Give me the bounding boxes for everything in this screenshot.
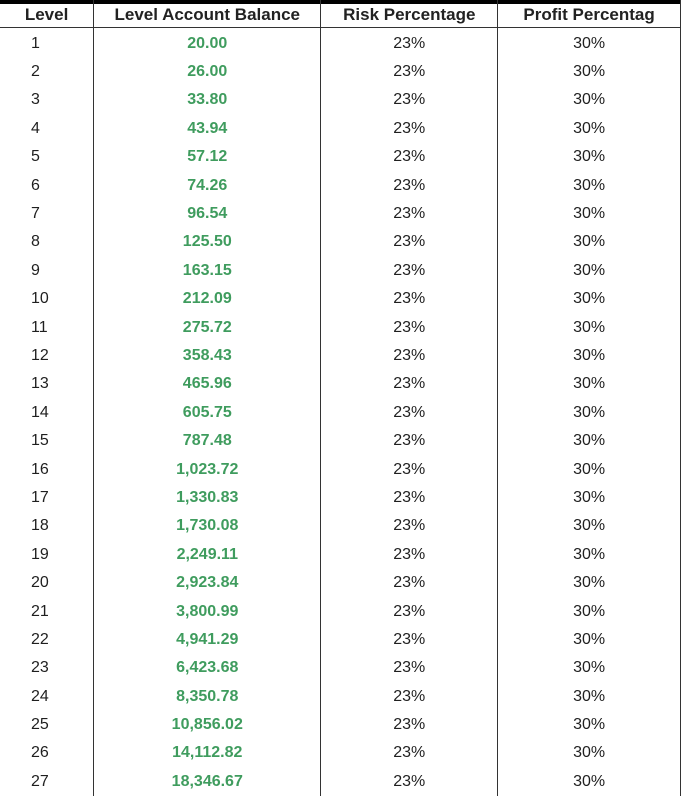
table-row bbox=[0, 626, 681, 654]
profit-cell[interactable]: 30% bbox=[498, 654, 681, 682]
table-row bbox=[0, 257, 681, 285]
profit-cell[interactable]: 30% bbox=[498, 285, 681, 313]
risk-cell[interactable]: 23% bbox=[321, 512, 498, 540]
risk-cell[interactable]: 23% bbox=[321, 399, 498, 427]
balance-cell[interactable]: 74.26 bbox=[94, 171, 321, 199]
profit-cell[interactable]: 30% bbox=[498, 512, 681, 540]
profit-cell[interactable]: 30% bbox=[498, 313, 681, 341]
balance-cell[interactable]: 26.00 bbox=[94, 58, 321, 86]
risk-cell[interactable]: 23% bbox=[321, 427, 498, 455]
balance-cell[interactable]: 1,330.83 bbox=[94, 484, 321, 512]
header-level-account-balance[interactable]: Level Account Balance bbox=[94, 0, 321, 27]
table-row bbox=[0, 484, 681, 512]
balance-cell[interactable]: 18,346.67 bbox=[94, 768, 321, 796]
level-cell[interactable]: 25 bbox=[0, 711, 94, 739]
balance-cell[interactable]: 4,941.29 bbox=[94, 626, 321, 654]
risk-cell[interactable]: 23% bbox=[321, 370, 498, 398]
table-row bbox=[0, 427, 681, 455]
table-row bbox=[0, 115, 681, 143]
level-cell[interactable]: 27 bbox=[0, 768, 94, 796]
level-cell[interactable]: 5 bbox=[0, 143, 94, 171]
balance-cell[interactable]: 20.00 bbox=[94, 27, 321, 58]
risk-cell[interactable]: 23% bbox=[321, 313, 498, 341]
table-row bbox=[0, 143, 681, 171]
risk-cell[interactable]: 23% bbox=[321, 200, 498, 228]
level-cell[interactable]: 13 bbox=[0, 370, 94, 398]
balance-cell[interactable]: 125.50 bbox=[94, 228, 321, 256]
profit-cell[interactable]: 30% bbox=[498, 115, 681, 143]
table-row bbox=[0, 27, 681, 58]
level-cell[interactable]: 9 bbox=[0, 257, 94, 285]
risk-cell[interactable]: 23% bbox=[321, 257, 498, 285]
table-row bbox=[0, 597, 681, 625]
table-row bbox=[0, 455, 681, 483]
table-row bbox=[0, 313, 681, 341]
profit-cell[interactable]: 30% bbox=[498, 27, 681, 58]
profit-cell[interactable]: 30% bbox=[498, 342, 681, 370]
level-cell[interactable]: 4 bbox=[0, 115, 94, 143]
level-cell[interactable]: 14 bbox=[0, 399, 94, 427]
level-cell[interactable]: 11 bbox=[0, 313, 94, 341]
level-cell[interactable]: 8 bbox=[0, 228, 94, 256]
profit-cell[interactable]: 30% bbox=[498, 768, 681, 796]
header-risk-percentage[interactable]: Risk Percentage bbox=[321, 0, 498, 27]
table-row bbox=[0, 285, 681, 313]
level-cell[interactable]: 17 bbox=[0, 484, 94, 512]
table-row bbox=[0, 768, 681, 796]
table-row bbox=[0, 512, 681, 540]
risk-cell[interactable]: 23% bbox=[321, 711, 498, 739]
table-row bbox=[0, 541, 681, 569]
risk-cell[interactable]: 23% bbox=[321, 115, 498, 143]
balance-cell[interactable]: 358.43 bbox=[94, 342, 321, 370]
table-row bbox=[0, 682, 681, 710]
table-row bbox=[0, 399, 681, 427]
table-row bbox=[0, 654, 681, 682]
balance-cell[interactable]: 8,350.78 bbox=[94, 682, 321, 710]
risk-cell[interactable]: 23% bbox=[321, 541, 498, 569]
level-cell[interactable]: 16 bbox=[0, 455, 94, 483]
balance-cell[interactable]: 33.80 bbox=[94, 86, 321, 114]
level-cell[interactable]: 15 bbox=[0, 427, 94, 455]
balance-cell[interactable]: 2,923.84 bbox=[94, 569, 321, 597]
profit-cell[interactable]: 30% bbox=[498, 626, 681, 654]
profit-cell[interactable]: 30% bbox=[498, 682, 681, 710]
table-row bbox=[0, 171, 681, 199]
balance-cell[interactable]: 275.72 bbox=[94, 313, 321, 341]
profit-cell[interactable]: 30% bbox=[498, 541, 681, 569]
level-cell[interactable]: 22 bbox=[0, 626, 94, 654]
level-cell[interactable]: 12 bbox=[0, 342, 94, 370]
level-cell[interactable]: 19 bbox=[0, 541, 94, 569]
profit-cell[interactable]: 30% bbox=[498, 569, 681, 597]
balance-cell[interactable]: 3,800.99 bbox=[94, 597, 321, 625]
balance-cell[interactable]: 43.94 bbox=[94, 115, 321, 143]
profit-cell[interactable]: 30% bbox=[498, 427, 681, 455]
table-row bbox=[0, 739, 681, 767]
risk-cell[interactable]: 23% bbox=[321, 143, 498, 171]
header-row bbox=[0, 0, 681, 27]
table-body bbox=[0, 27, 681, 796]
risk-cell[interactable]: 23% bbox=[321, 455, 498, 483]
profit-cell[interactable]: 30% bbox=[498, 200, 681, 228]
balance-cell[interactable]: 14,112.82 bbox=[94, 739, 321, 767]
risk-cell[interactable]: 23% bbox=[321, 768, 498, 796]
level-cell[interactable]: 21 bbox=[0, 597, 94, 625]
risk-cell[interactable]: 23% bbox=[321, 228, 498, 256]
level-cell[interactable]: 10 bbox=[0, 285, 94, 313]
level-cell[interactable]: 26 bbox=[0, 739, 94, 767]
balance-cell[interactable]: 163.15 bbox=[94, 257, 321, 285]
table-row bbox=[0, 569, 681, 597]
table-row bbox=[0, 200, 681, 228]
table-row bbox=[0, 86, 681, 114]
header-level[interactable]: Level bbox=[0, 0, 94, 27]
table-row bbox=[0, 370, 681, 398]
balance-cell[interactable]: 1,730.08 bbox=[94, 512, 321, 540]
risk-cell[interactable]: 23% bbox=[321, 86, 498, 114]
level-cell[interactable]: 2 bbox=[0, 58, 94, 86]
header-profit-percentage[interactable]: Profit Percentag bbox=[498, 0, 681, 27]
level-cell[interactable]: 23 bbox=[0, 654, 94, 682]
profit-cell[interactable]: 30% bbox=[498, 86, 681, 114]
profit-cell[interactable]: 30% bbox=[498, 257, 681, 285]
risk-cell[interactable]: 23% bbox=[321, 171, 498, 199]
balance-cell[interactable]: 1,023.72 bbox=[94, 455, 321, 483]
balance-cell[interactable]: 96.54 bbox=[94, 200, 321, 228]
balance-cell[interactable]: 57.12 bbox=[94, 143, 321, 171]
table-row bbox=[0, 342, 681, 370]
risk-cell[interactable]: 23% bbox=[321, 569, 498, 597]
profit-cell[interactable]: 30% bbox=[498, 228, 681, 256]
balance-cell[interactable]: 10,856.02 bbox=[94, 711, 321, 739]
table-row bbox=[0, 58, 681, 86]
risk-cell[interactable]: 23% bbox=[321, 484, 498, 512]
profit-cell[interactable]: 30% bbox=[498, 370, 681, 398]
level-cell[interactable]: 7 bbox=[0, 200, 94, 228]
level-cell[interactable]: 1 bbox=[0, 27, 94, 58]
profit-cell[interactable]: 30% bbox=[498, 739, 681, 767]
risk-cell[interactable]: 23% bbox=[321, 27, 498, 58]
level-cell[interactable]: 20 bbox=[0, 569, 94, 597]
profit-cell[interactable]: 30% bbox=[498, 143, 681, 171]
profit-cell[interactable]: 30% bbox=[498, 171, 681, 199]
level-cell[interactable]: 6 bbox=[0, 171, 94, 199]
balance-cell[interactable]: 2,249.11 bbox=[94, 541, 321, 569]
profit-cell[interactable]: 30% bbox=[498, 58, 681, 86]
risk-cell[interactable]: 23% bbox=[321, 597, 498, 625]
risk-cell[interactable]: 23% bbox=[321, 626, 498, 654]
risk-cell[interactable]: 23% bbox=[321, 342, 498, 370]
risk-cell[interactable]: 23% bbox=[321, 654, 498, 682]
balance-cell[interactable]: 465.96 bbox=[94, 370, 321, 398]
balance-cell[interactable]: 787.48 bbox=[94, 427, 321, 455]
balance-cell[interactable]: 212.09 bbox=[94, 285, 321, 313]
balance-cell[interactable]: 605.75 bbox=[94, 399, 321, 427]
profit-cell[interactable]: 30% bbox=[498, 455, 681, 483]
table-row bbox=[0, 711, 681, 739]
level-cell[interactable]: 18 bbox=[0, 512, 94, 540]
risk-cell[interactable]: 23% bbox=[321, 58, 498, 86]
risk-cell[interactable]: 23% bbox=[321, 285, 498, 313]
profit-cell[interactable]: 30% bbox=[498, 399, 681, 427]
risk-cell[interactable]: 23% bbox=[321, 682, 498, 710]
balance-cell[interactable]: 6,423.68 bbox=[94, 654, 321, 682]
profit-cell[interactable]: 30% bbox=[498, 484, 681, 512]
level-cell[interactable]: 24 bbox=[0, 682, 94, 710]
profit-cell[interactable]: 30% bbox=[498, 597, 681, 625]
profit-cell[interactable]: 30% bbox=[498, 711, 681, 739]
level-cell[interactable]: 3 bbox=[0, 86, 94, 114]
risk-cell[interactable]: 23% bbox=[321, 739, 498, 767]
table-row bbox=[0, 228, 681, 256]
